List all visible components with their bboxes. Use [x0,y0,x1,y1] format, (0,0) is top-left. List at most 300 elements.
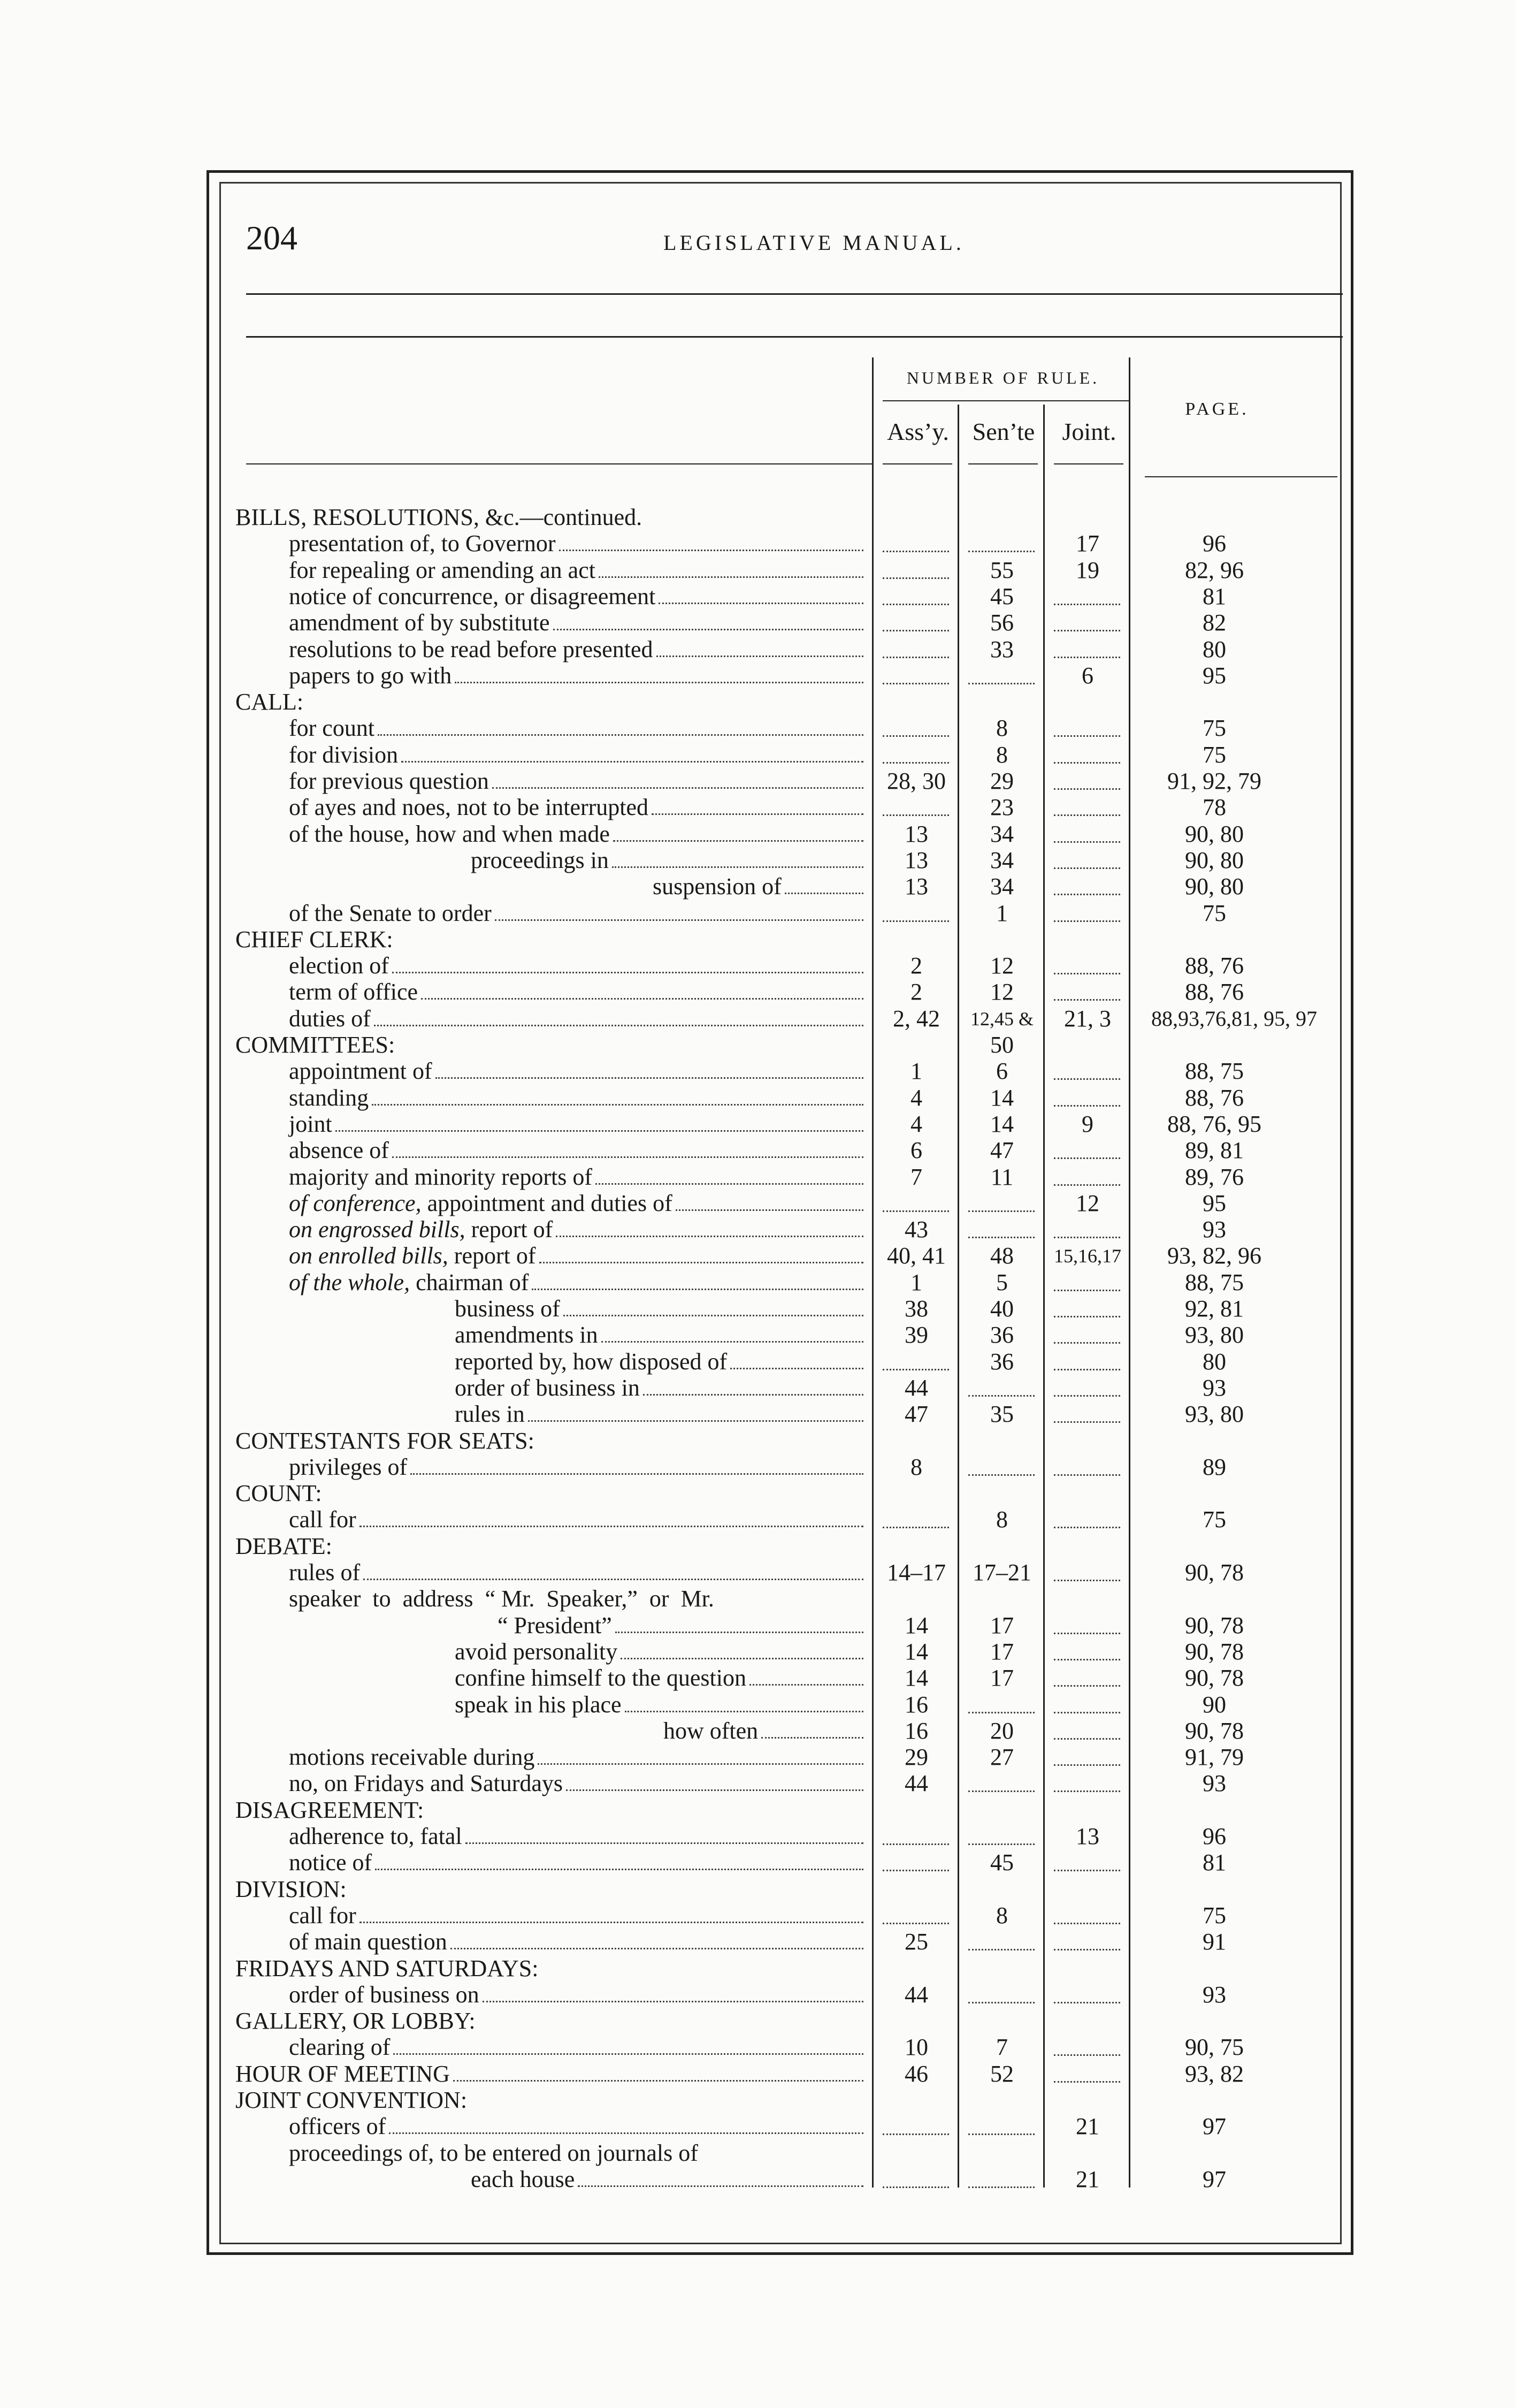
assembly-rule-cell: 44 [905,1770,928,1797]
header-rule-bottom [246,336,1343,338]
assembly-rule-cell: 4 [910,1110,922,1137]
index-entry-text: on engrossed bills, report of [289,1216,553,1243]
index-entry-label [235,503,867,532]
dot-leader [465,1823,863,1844]
index-entry-label [235,2007,867,2036]
page-reference-cell: 88, 76 [1185,1084,1244,1111]
senate-rule-cell: 34 [990,820,1014,847]
senate-rule-cell: 6 [996,1058,1008,1085]
index-entry-label [235,1532,867,1561]
index-entry-label [235,1875,867,1904]
dot-leader [359,1902,863,1923]
empty-cell-dots [1054,1712,1120,1713]
joint-rule-cell: 6 [1082,662,1093,689]
empty-cell-dots [1054,1685,1120,1687]
empty-cell-dots [968,1395,1035,1397]
senate-rule-cell: 23 [990,794,1014,821]
group-header-rule [883,400,1129,401]
empty-cell-dots [883,1527,949,1528]
index-entry-text: speak in his place [455,1691,622,1718]
index-entry-label [455,1374,867,1403]
assembly-rule-cell: 14–17 [887,1559,946,1586]
assembly-rule-cell: 6 [910,1137,922,1164]
empty-cell-dots [1054,1157,1120,1159]
index-entry-label [289,951,867,980]
index-entry-text: CHIEF CLERK: [235,926,393,952]
index-entry-label [455,1664,867,1693]
index-entry-text: for count [289,715,375,742]
empty-cell-dots [883,735,949,737]
index-entry-text: CALL: [235,689,304,715]
index-entry-text: joint [289,1110,332,1137]
empty-cell-dots [1054,973,1120,974]
index-entry-text: resolutions to be read before presented [289,636,653,662]
index-entry-label [289,1110,867,1139]
empty-cell-dots [1054,788,1120,790]
index-entry-label [289,1057,867,1086]
empty-cell-dots [1054,1790,1120,1792]
empty-cell-dots [968,2186,1035,2188]
index-entry-label [235,2086,867,2115]
index-entry-text: COUNT: [235,1480,322,1507]
index-entry-label [289,1584,867,1613]
index-entry-label [289,1453,867,1482]
index-entry-label [289,1927,867,1956]
empty-cell-dots [883,2133,949,2135]
empty-cell-dots [1054,1949,1120,1950]
page-reference-cell: 90 [1203,1691,1226,1718]
page-reference-cell: 93 [1203,1981,1226,2008]
page-reference-cell: 78 [1203,794,1226,821]
senate-column-divider [958,405,959,2188]
page-reference-cell: 82 [1203,609,1226,636]
joint-rule-cell: 21, 3 [1064,1005,1111,1032]
assembly-column-divider [872,357,874,2188]
empty-cell-dots [883,1923,949,1924]
empty-cell-dots [968,1237,1035,1238]
index-entry-text: motions receivable during [289,1744,535,1771]
dot-leader [359,1506,863,1527]
index-entry-label [289,1558,867,1587]
page-reference-cell: 96 [1203,530,1226,557]
dot-leader [374,1005,863,1026]
empty-cell-dots [1054,1342,1120,1344]
empty-cell-dots [1054,867,1120,869]
page-reference-cell: 75 [1203,741,1226,768]
page-number: 204 [246,219,297,257]
empty-cell-dots [1054,2081,1120,2083]
empty-cell-dots [968,1474,1035,1476]
dot-leader [659,583,863,604]
senate-rule-cell: 52 [990,2060,1014,2087]
page-column-header: PAGE. [1185,399,1249,419]
empty-cell-dots [968,1712,1035,1713]
empty-cell-dots [883,577,949,579]
dot-leader [615,1612,863,1633]
assembly-rule-cell: 4 [910,1084,922,1111]
dot-leader [656,636,863,657]
empty-cell-dots [1054,1870,1120,1871]
index-entry-text: JOINT CONVENTION: [235,2087,468,2113]
senate-rule-cell: 8 [996,1902,1008,1929]
index-entry-label [235,1427,867,1456]
index-entry-text: no, on Fridays and Saturdays [289,1770,563,1797]
senate-rule-cell: 12,45 & [970,1008,1034,1030]
page-reference-cell: 91 [1203,1929,1226,1955]
index-entry-text: for division [289,741,399,768]
dot-leader [453,2061,863,2082]
index-entry-label [289,767,867,796]
senate-rule-cell: 8 [996,741,1008,768]
index-entry-label [235,688,867,717]
empty-cell-dots [883,2186,949,2188]
assembly-rule-cell: 39 [905,1322,928,1348]
index-entry-text: CONTESTANTS FOR SEATS: [235,1427,534,1454]
assembly-column-header: Ass’y. [887,418,949,445]
assembly-rule-cell: 1 [910,1058,922,1085]
page-reference-cell: 88, 75 [1185,1058,1244,1085]
senate-rule-cell: 12 [990,979,1014,1005]
index-entry-text: BILLS, RESOLUTIONS, &c.—continued. [235,504,642,530]
empty-cell-dots [968,1210,1035,1212]
empty-cell-dots [883,604,949,605]
index-entry-text: HOUR OF MEETING [235,2060,450,2087]
senate-rule-cell: 12 [990,952,1014,979]
page-reference-cell: 90, 78 [1185,1559,1244,1586]
index-entry-label [653,872,867,901]
dot-leader [392,1137,863,1158]
index-entry-label [235,1479,867,1508]
dot-leader [761,1718,863,1739]
index-entry-label [289,608,867,637]
index-entry-label [289,2033,867,2062]
empty-cell-dots [968,683,1035,684]
page-reference-cell: 88, 75 [1185,1269,1244,1296]
index-entry-label [289,556,867,585]
assembly-rule-cell: 29 [905,1744,928,1771]
assembly-rule-cell: 43 [905,1216,928,1243]
label-header-rule [246,463,872,464]
assembly-rule-cell: 46 [905,2060,928,2087]
page-reference-cell: 82, 96 [1185,557,1244,583]
index-entry-label [235,2060,867,2089]
dot-leader [730,1348,863,1369]
page-reference-cell: 75 [1203,900,1226,926]
index-entry-label [289,1268,867,1297]
index-entry-label [289,1084,867,1112]
page-reference-cell: 80 [1203,636,1226,662]
empty-cell-dots [968,1843,1035,1845]
joint-rule-cell: 13 [1076,1823,1099,1849]
senate-rule-cell: 8 [996,1506,1008,1533]
index-entry-label [455,1347,867,1376]
index-entry-text: of conference, appointment and duties of [289,1190,672,1216]
empty-cell-dots [968,1949,1035,1950]
index-entry-label [455,1294,867,1323]
index-entry-label [455,1400,867,1429]
dot-leader [532,1269,863,1290]
dot-leader [612,847,863,868]
joint-rule-cell: 9 [1082,1110,1093,1137]
index-entry-label [471,846,867,875]
index-entry-label [289,2112,867,2141]
senate-rule-cell: 33 [990,636,1014,662]
empty-cell-dots [883,762,949,764]
empty-cell-dots [1054,1105,1120,1107]
senate-column-header: Sen’te [972,418,1035,445]
dot-leader [435,1058,863,1079]
index-entry-label [663,1717,867,1746]
index-entry-label [289,820,867,849]
dot-leader [559,530,863,551]
empty-cell-dots [1054,841,1120,843]
page-reference-cell: 88, 76 [1185,952,1244,979]
assembly-rule-cell: 28, 30 [887,768,946,794]
senate-rule-cell: 14 [990,1110,1014,1137]
index-entry-text: notice of [289,1849,372,1876]
assembly-rule-cell: 44 [905,1981,928,2008]
joint-rule-cell: 15,16,17 [1054,1245,1121,1267]
dot-leader [378,715,863,736]
assembly-rule-cell: 16 [905,1717,928,1744]
dot-leader [652,794,863,815]
page-reference-cell: 93, 82 [1185,2060,1244,2087]
dot-leader [455,662,863,683]
index-entry-label [455,1690,867,1719]
index-entry-label [289,1163,867,1192]
index-entry-text: call for [289,1506,356,1533]
empty-cell-dots [1054,2002,1120,2003]
dot-leader [393,2034,863,2055]
page-reference-cell: 90, 78 [1185,1638,1244,1665]
empty-cell-dots [883,814,949,816]
dot-leader [389,2113,863,2134]
index-entry-label [289,793,867,822]
index-entry-label [289,582,867,611]
index-entry-text: reported by, how disposed of [455,1348,728,1375]
index-entry-text: amendment of by substitute [289,609,550,636]
dot-leader [401,742,863,763]
index-entry-text: speaker to address “ Mr. Speaker,” or Mr. [289,1586,714,1612]
index-entry-text: standing [289,1084,369,1111]
index-entry-label [289,978,867,1007]
empty-cell-dots [1054,920,1120,922]
running-title: LEGISLATIVE MANUAL. [663,231,965,255]
empty-cell-dots [1054,630,1120,631]
index-entry-text: on enrolled bills, report of [289,1243,536,1269]
page-reference-cell: 95 [1203,662,1226,689]
index-entry-label [289,1136,867,1165]
page-reference-cell: 90, 75 [1185,2034,1244,2061]
empty-cell-dots [883,1369,949,1370]
dot-leader [595,1164,863,1185]
page-reference-cell: 93, 80 [1185,1322,1244,1348]
joint-column-header: Joint. [1062,418,1116,445]
page-reference-cell: 90, 78 [1185,1717,1244,1744]
index-entry-text: how often [663,1717,759,1744]
dot-leader [625,1691,863,1712]
empty-cell-dots [1054,735,1120,737]
index-entry-label [289,529,867,558]
dot-leader [676,1190,863,1211]
senate-header-rule [968,463,1038,464]
joint-rule-cell: 17 [1076,530,1099,557]
page-reference-cell: 92, 81 [1185,1296,1244,1322]
senate-rule-cell: 50 [990,1032,1014,1058]
senate-rule-cell: 34 [990,847,1014,873]
dot-leader [450,1929,863,1949]
assembly-rule-cell: 38 [905,1296,928,1322]
dot-leader [335,1111,863,1132]
page-reference-cell: 75 [1203,1506,1226,1533]
index-entry-label [289,1769,867,1798]
index-entry-text: “ President” [498,1612,612,1639]
assembly-rule-cell: 47 [905,1401,928,1428]
index-entry-text: notice of concurrence, or disagreement [289,583,656,609]
index-entry-text: GALLERY, OR LOBBY: [235,2008,476,2034]
dot-leader [492,768,863,789]
dot-leader [566,1770,863,1791]
page-reference-cell: 93, 80 [1185,1401,1244,1428]
senate-rule-cell: 40 [990,1296,1014,1322]
index-entry-text: officers of [289,2113,386,2140]
dot-leader [538,1744,863,1765]
page-reference-cell: 95 [1203,1190,1226,1216]
empty-cell-dots [883,1870,949,1871]
page-reference-cell: 90, 78 [1185,1612,1244,1639]
empty-cell-dots [1054,1738,1120,1740]
header-rule-top [246,293,1343,295]
empty-cell-dots [1054,657,1120,658]
senate-rule-cell: 20 [990,1717,1014,1744]
empty-cell-dots [883,1843,949,1845]
index-entry-text: DISAGREEMENT: [235,1796,424,1823]
assembly-rule-cell: 2 [910,979,922,1005]
index-entry-text: of the whole, chairman of [289,1269,529,1296]
assembly-rule-cell: 14 [905,1638,928,1665]
dot-leader [785,873,863,894]
index-entry-text: FRIDAYS AND SATURDAYS: [235,1955,539,1982]
empty-cell-dots [968,1790,1035,1792]
assembly-rule-cell: 14 [905,1665,928,1691]
empty-cell-dots [968,551,1035,552]
page-reference-cell: 93 [1203,1770,1226,1797]
index-entry-text: rules in [455,1401,525,1428]
empty-cell-dots [1054,999,1120,1001]
page-reference-cell: 89, 76 [1185,1163,1244,1190]
page-reference-cell: 97 [1203,2113,1226,2140]
index-entry-label [235,1954,867,1983]
senate-rule-cell: 45 [990,583,1014,609]
index-entry-text: of main question [289,1929,447,1955]
joint-rule-cell: 21 [1076,2113,1099,2140]
index-entry-label [289,1901,867,1930]
index-entry-text: order of business on [289,1981,479,2008]
page-header [246,218,1343,261]
senate-rule-cell: 55 [990,557,1014,583]
empty-cell-dots [1054,1764,1120,1766]
index-entry-text: of the Senate to order [289,900,492,926]
index-entry-text: term of office [289,979,418,1005]
assembly-rule-cell: 25 [905,1929,928,1955]
index-entry-text: duties of [289,1005,371,1032]
empty-cell-dots [1054,1184,1120,1186]
empty-cell-dots [1054,2054,1120,2056]
index-entry-label [498,1611,867,1640]
page-reference-cell: 88, 76, 95 [1167,1110,1261,1137]
empty-cell-dots [1054,814,1120,816]
assembly-rule-cell: 10 [905,2034,928,2061]
index-entry-label [455,1637,867,1666]
index-entry-label [235,925,867,954]
empty-cell-dots [883,630,949,631]
page-reference-cell: 96 [1203,1823,1226,1849]
index-entry-text: amendments in [455,1322,598,1348]
dot-leader [553,609,863,630]
senate-rule-cell: 7 [996,2034,1008,2061]
index-entry-text: for repealing or amending an act [289,557,595,583]
index-entry-text: each house [471,2166,575,2192]
senate-rule-cell: 56 [990,609,1014,636]
index-entry-label [289,1743,867,1772]
assembly-rule-cell: 14 [905,1612,928,1639]
page-reference-cell: 91, 92, 79 [1167,768,1261,794]
index-entry-label [289,1505,867,1534]
empty-cell-dots [1054,762,1120,764]
empty-cell-dots [1054,1474,1120,1476]
page-reference-cell: 97 [1203,2166,1226,2192]
page-reference-cell: 90, 78 [1185,1665,1244,1691]
index-entry-label [289,1215,867,1244]
senate-rule-cell: 1 [996,900,1008,926]
dot-leader [749,1665,863,1686]
empty-cell-dots [1054,1580,1120,1581]
index-entry-label [289,635,867,664]
index-entry-label [289,714,867,743]
senate-rule-cell: 14 [990,1084,1014,1111]
empty-cell-dots [1054,1316,1120,1317]
dot-leader [556,1216,863,1237]
assembly-rule-cell: 40, 41 [887,1243,946,1269]
empty-cell-dots [1054,1527,1120,1528]
page-reference-cell: 90, 80 [1185,820,1244,847]
empty-cell-dots [1054,1659,1120,1660]
empty-cell-dots [1054,1421,1120,1423]
assembly-rule-cell: 16 [905,1691,928,1718]
page-header-rule [1145,476,1337,477]
joint-rule-cell: 21 [1076,2166,1099,2192]
senate-rule-cell: 47 [990,1137,1014,1164]
page-reference-cell: 89 [1203,1453,1226,1480]
assembly-rule-cell: 13 [905,820,928,847]
index-entry-label [289,1004,867,1033]
dot-leader [372,1085,863,1106]
dot-leader [539,1243,863,1263]
assembly-rule-cell: 8 [910,1453,922,1480]
page-reference-cell: 81 [1203,1849,1226,1876]
senate-rule-cell: 11 [990,1163,1014,1190]
assembly-header-rule [883,463,952,464]
index-entry-label [289,1822,867,1851]
index-entry-text: business of [455,1296,560,1322]
index-entry-label [235,1796,867,1825]
index-entry-text: proceedings of, to be entered on journals of [289,2139,698,2166]
index-entry-text: DEBATE: [235,1533,332,1559]
index-entry-label [289,741,867,769]
senate-rule-cell: 8 [996,715,1008,742]
dot-leader [483,1982,863,2002]
empty-cell-dots [968,2002,1035,2003]
